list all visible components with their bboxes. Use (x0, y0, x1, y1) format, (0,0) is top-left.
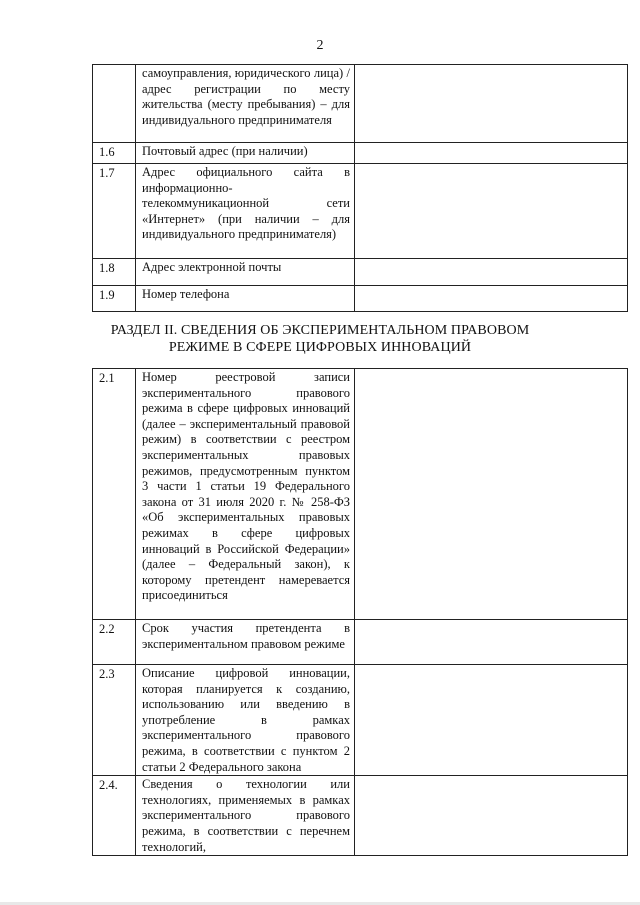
row-label-text: Адрес официального сайта в информационно-телекоммуникационной сети «Интернет» (при наличии – для индивидуального предпринимателя) (142, 165, 350, 242)
table-row (93, 164, 628, 259)
row-label-text: Сведения о технологии или технологиях, применяемых в рамках экспериментального правового режима, в соответствии с перечнем технологий, (142, 777, 350, 854)
row-number (93, 65, 136, 143)
row-number: 2.3 (93, 665, 136, 776)
table-row (93, 259, 628, 286)
row-label-text: Описание цифровой инновации, которая планируется к созданию, использованию или введению в употребление в рамках экспериментального правового режима, в соответствии с пунктом 2 статьи 2 Федерального закона (142, 666, 350, 774)
row-value[interactable] (355, 286, 628, 312)
row-value[interactable] (355, 259, 628, 286)
row-value[interactable] (355, 143, 628, 164)
row-value[interactable] (355, 665, 628, 776)
row-value[interactable] (355, 65, 628, 143)
applicant-info-table (92, 64, 628, 312)
row-value[interactable] (355, 620, 628, 665)
table-row (93, 369, 628, 620)
row-value[interactable] (355, 776, 628, 856)
row-number: 2.2 (93, 620, 136, 665)
legal-regime-table (92, 368, 628, 856)
row-label (136, 143, 355, 164)
row-label (136, 164, 355, 259)
row-number: 1.6 (93, 143, 136, 164)
row-label-text: Почтовый адрес (при наличии) (142, 144, 308, 158)
row-label (136, 286, 355, 312)
row-number: 2.1 (93, 369, 136, 620)
row-label (136, 776, 355, 856)
table-row (93, 143, 628, 164)
table-row (93, 65, 628, 143)
page-number: 2 (316, 38, 324, 53)
table-row (93, 665, 628, 776)
row-value[interactable] (355, 369, 628, 620)
row-label (136, 665, 355, 776)
row-label-text: самоуправления, юридического лица) / адрес регистрации по месту жительства (месту пребывания) – для индивидуального предпринимателя (142, 66, 350, 127)
row-number: 1.7 (93, 164, 136, 259)
row-label-text: Номер реестровой записи экспериментального правового режима в сфере цифровых инноваций (далее – экспериментальный правовой режим) в соответствии с реестром экспериментальных правовых режимов, предусмотренным пунктом 3 части 1 статьи 19 Федерального закона от 31 июля 2020 г. № 258-ФЗ «Об экспериментальных правовых режимах в сфере цифровых инноваций в Российской Федерации» (далее – Федеральный закон), к которому претендент намеревается присоединиться (142, 370, 350, 603)
row-label (136, 259, 355, 286)
row-label (136, 369, 355, 620)
row-label-text: Адрес электронной почты (142, 260, 282, 274)
row-label-text: Срок участия претендента в экспериментальном правовом режиме (142, 621, 350, 651)
row-value[interactable] (355, 164, 628, 259)
row-number: 1.8 (93, 259, 136, 286)
row-number: 2.4. (93, 776, 136, 856)
row-label (136, 65, 355, 143)
row-number: 1.9 (93, 286, 136, 312)
table-row (93, 286, 628, 312)
table-row (93, 620, 628, 665)
row-label-text: Номер телефона (142, 287, 230, 301)
table-row (93, 776, 628, 856)
section-heading: РАЗДЕЛ II. СВЕДЕНИЯ ОБ ЭКСПЕРИМЕНТАЛЬНОМ ПРАВОВОМ РЕЖИМЕ В СФЕРЕ ЦИФРОВЫХ ИННОВАЦИЙ (110, 323, 530, 355)
row-label (136, 620, 355, 665)
